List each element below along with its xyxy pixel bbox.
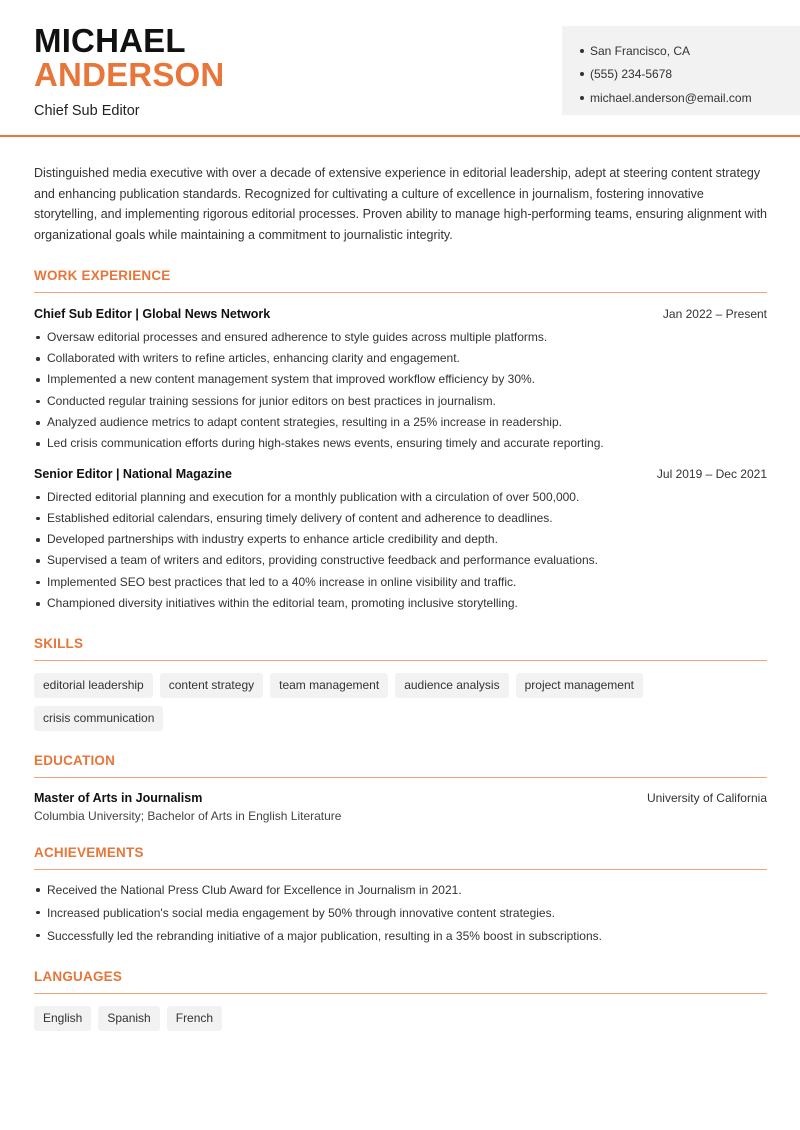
education-detail: Columbia University; Bachelor of Arts in English Literature [34,809,342,824]
list-item: Directed editorial planning and execution for a monthly publication with a circulation of over 500,000. [34,487,767,508]
name-block [34,24,224,119]
language-tag: Spanish [98,1006,159,1031]
resume-header [0,0,800,137]
skill-tag: content strategy [160,673,263,698]
job-date: Jan 2022 – Present [662,306,767,321]
resume-body [34,163,767,1031]
list-item: Championed diversity initiatives within the editorial team, promoting inclusive storytelling. [34,593,767,614]
job-bullets [34,327,767,455]
list-item: Supervised a team of writers and editors, providing constructive feedback and performance evaluations. [34,550,767,571]
list-item: Established editorial calendars, ensuring timely delivery of content and adherence to deadlines. [34,508,767,529]
languages-tags [34,1006,767,1031]
list-item: Received the National Press Club Award for Excellence in Journalism in 2021. [34,879,767,902]
section-title-achievements: ACHIEVEMENTS [34,845,767,870]
list-item: Conducted regular training sessions for junior editors on best practices in journalism. [34,391,767,412]
education-place: University of California [646,791,767,806]
skill-tag: project management [516,673,643,698]
job-title: Senior Editor | National Magazine [34,466,232,481]
bullet-icon [580,72,584,76]
job-role: Chief Sub Editor [34,103,140,119]
job-entry [34,307,767,455]
contact-box [562,26,800,115]
contact-phone: (555) 234-5678 [580,63,800,87]
list-item: Implemented SEO best practices that led to a 40% increase in online visibility and traffic. [34,572,767,593]
job-entry [34,467,767,615]
list-item: Led crisis communication efforts during high-stakes news events, ensuring timely and accurate reporting. [34,433,767,454]
language-tag: French [167,1006,222,1031]
education-degree: Master of Arts in Journalism [34,791,203,806]
summary-text: Distinguished media executive with over a decade of extensive experience in editorial leadership, adept at steering content strategy and enhancing publication standards. Recognized for cultivating a culture of excellence in journalism, fostering innovative storytelling, and implementing rigorous editorial processes. Proven ability to manage high-performing teams, ensuring alignment with organizational goals while maintaining a commitment to journalistic integrity. [34,166,768,243]
section-title-skills: SKILLS [34,636,767,661]
list-item: Successfully led the rebranding initiative of a major publication, resulting in a 35% boost in subscriptions. [34,925,767,948]
list-item: Analyzed audience metrics to adapt content strategies, resulting in a 25% increase in readership. [34,412,767,433]
job-bullets [34,487,767,615]
skill-tag: crisis communication [34,706,163,731]
list-item: Collaborated with writers to refine articles, enhancing clarity and engagement. [34,348,767,369]
section-title-work: WORK EXPERIENCE [34,268,767,293]
bullet-icon [580,96,584,100]
skill-tag: editorial leadership [34,673,153,698]
skill-tag: team management [270,673,388,698]
list-item: Oversaw editorial processes and ensured adherence to style guides across multiple platforms. [34,327,767,348]
list-item: Increased publication's social media engagement by 50% through innovative content strategies. [34,902,767,925]
skills-tags [34,673,767,731]
contact-location: San Francisco, CA [580,39,800,63]
achievements-list [34,879,767,947]
list-item: Implemented a new content management system that improved workflow efficiency by 30%. [34,369,767,390]
bullet-icon [580,49,584,53]
contact-email: michael.anderson@email.com [580,86,800,110]
education-entry [34,791,767,823]
last-name: ANDERSON [34,56,225,93]
section-title-languages: LANGUAGES [34,969,767,994]
section-title-education: EDUCATION [34,753,767,778]
first-name: MICHAEL [34,22,186,59]
language-tag: English [34,1006,91,1031]
job-date: Jul 2019 – Dec 2021 [656,466,767,481]
list-item: Developed partnerships with industry experts to enhance article credibility and depth. [34,529,767,550]
job-title: Chief Sub Editor | Global News Network [34,306,271,321]
skill-tag: audience analysis [395,673,508,698]
